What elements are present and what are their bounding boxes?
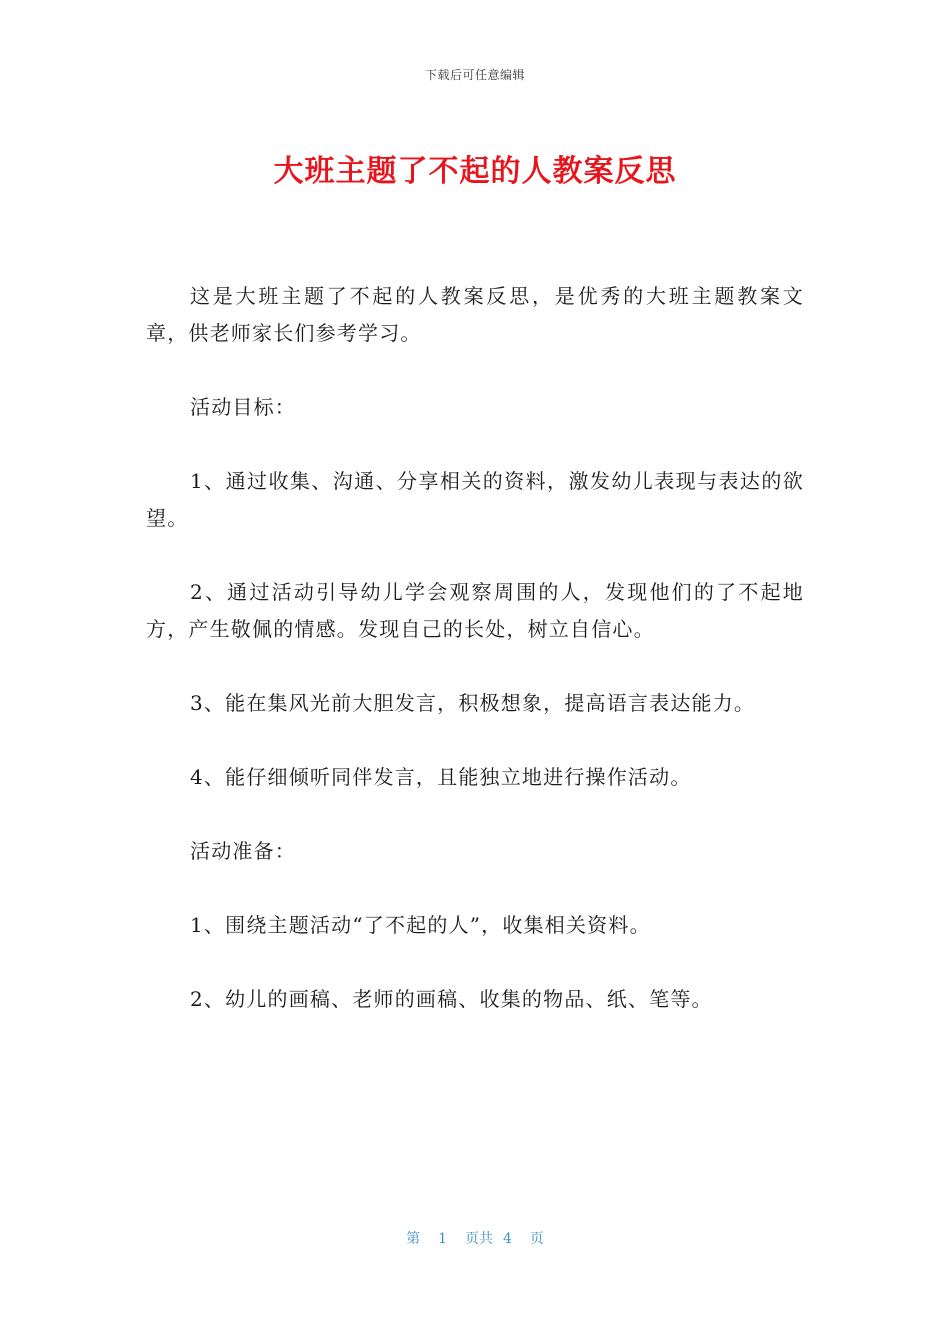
- document-body: [146, 278, 804, 1055]
- header-note: 下载后可任意编辑: [424, 68, 525, 82]
- footer-total-pages: 4: [503, 1231, 512, 1247]
- document-title: 大班主题了不起的人教案反思: [273, 154, 677, 189]
- footer-page-number: 1: [438, 1231, 447, 1247]
- footer-suffix: 页: [529, 1231, 544, 1247]
- paragraph-goal-3: 3、能在集风光前大胆发言，积极想象，提高语言表达能力。: [190, 691, 756, 715]
- paragraph-goal-4: 4、能仔细倾听同伴发言，且能独立地进行操作活动。: [190, 765, 692, 789]
- paragraph-goal-1: 1、通过收集、沟通、分享相关的资料，激发幼儿表现与表达的欲望。: [146, 469, 804, 530]
- paragraph-intro: 这是大班主题了不起的人教案反思，是优秀的大班主题教案文章，供老师家长们参考学习。: [146, 284, 804, 345]
- paragraph-prep-2: 2、幼儿的画稿、老师的画稿、收集的物品、纸、笔等。: [190, 987, 713, 1011]
- footer-middle: 页共: [465, 1231, 493, 1247]
- paragraph-prep-heading: 活动准备：: [190, 839, 296, 863]
- paragraph-prep-1: 1、围绕主题活动“了不起的人”，收集相关资料。: [190, 913, 651, 937]
- footer-prefix: 第: [406, 1231, 421, 1247]
- page-footer: [0, 1228, 950, 1248]
- paragraph-goal-2: 2、通过活动引导幼儿学会观察周围的人，发现他们的了不起地方，产生敬佩的情感。发现自己的长处，树立自信心。: [146, 580, 804, 641]
- paragraph-goals-heading: 活动目标：: [190, 395, 296, 419]
